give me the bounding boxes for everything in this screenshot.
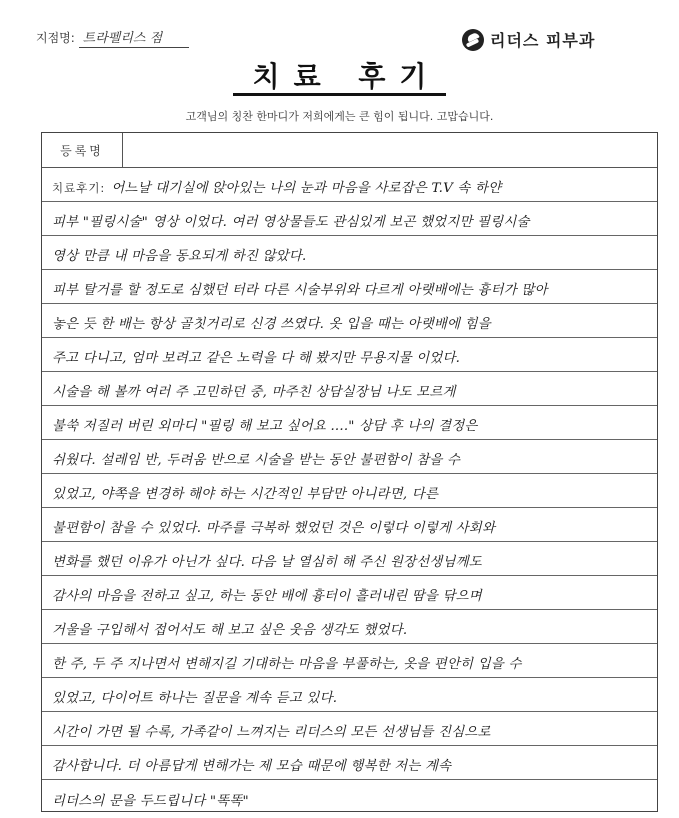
review-line — [42, 644, 657, 678]
brand-logo — [462, 28, 595, 51]
review-line-text: 한 주, 두 주 지나면서 변해지길 기대하는 마음을 부풀하는, 옷을 편안히 입을 수 — [52, 657, 522, 672]
review-line-text: 시간이 가면 될 수록, 가족같이 느껴지는 리더스의 모든 선생님들 진심으로 — [52, 725, 491, 740]
review-label: 치료후기: — [52, 181, 106, 195]
review-line — [42, 474, 657, 508]
review-line-text: 감사합니다. 더 아름답게 변해가는 제 모습 때문에 행복한 저는 계속 — [52, 759, 452, 774]
page-title: 치료 후기 — [233, 60, 447, 96]
subtitle: 고객님의 칭찬 한마디가 저희에게는 큰 힘이 됩니다. 고맙습니다. — [185, 110, 494, 123]
review-line — [42, 338, 657, 372]
review-line-text: 있었고, 야쪽을 변경하 해야 하는 시간적인 부담만 아니라면, 다른 — [52, 487, 439, 502]
review-line — [42, 576, 657, 610]
review-line-text: 불쑥 저질러 버린 외마디 "필링 해 보고 싶어요 ...." 상담 후 나의 결정은 — [52, 419, 478, 434]
review-line — [42, 712, 657, 746]
review-line-text: 거울을 구입해서 접어서도 해 보고 싶은 웃음 생각도 했었다. — [52, 623, 408, 638]
review-line — [42, 508, 657, 542]
review-line — [42, 168, 657, 202]
review-line-text: 피부 탈거를 할 정도로 심했던 터라 다른 시술부위와 다르게 아랫배에는 흉터가 많아 — [52, 283, 548, 298]
review-line-text: 변화를 했던 이유가 아닌가 싶다. 다음 날 열심히 해 주신 원장선생님께도 — [52, 555, 482, 570]
review-line-text: 리더스의 문을 두드립니다 "똑똑" — [52, 794, 249, 809]
review-line-text: 놓은 듯 한 배는 항상 골칫거리로 신경 쓰였다. 옷 입을 때는 아랫배에 힘을 — [52, 317, 491, 332]
review-line-text: 피부 "필링시술" 영상 이었다. 여러 영상물들도 관심있게 보곤 했었지만 필링시술 — [52, 215, 530, 230]
review-line — [42, 304, 657, 338]
review-line-text: 감사의 마음을 전하고 싶고, 하는 동안 배에 흉터이 흘러내린 땀을 닦으며 — [52, 589, 482, 604]
review-line-text: 주고 다니고, 엄마 보려고 같은 노력을 다 해 봤지만 무용지물 이었다. — [52, 351, 461, 366]
review-line — [42, 542, 657, 576]
registrant-value — [123, 133, 657, 167]
review-line — [42, 406, 657, 440]
branch-field — [36, 27, 189, 48]
review-form — [41, 132, 658, 812]
review-line — [42, 678, 657, 712]
review-line — [42, 440, 657, 474]
review-line — [42, 236, 657, 270]
review-line-text: 있었고, 다이어트 하나는 질문을 계속 듣고 있다. — [52, 691, 338, 706]
registrant-row — [42, 133, 657, 168]
review-line-text: 쉬웠다. 설레임 반, 두려움 반으로 시술을 받는 동안 불편함이 참을 수 — [52, 453, 461, 468]
review-line-text: 어느날 대기실에 앉아있는 나의 눈과 마음을 사로잡은 T.V 속 하얀 — [111, 181, 502, 196]
review-line-text: 시술을 해 볼까 여러 주 고민하던 중, 마주친 상담실장님 나도 모르게 — [52, 385, 456, 400]
review-lines — [42, 168, 657, 814]
review-line — [42, 202, 657, 236]
review-line — [42, 780, 657, 814]
review-line — [42, 746, 657, 780]
branch-label: 지점명: — [36, 31, 75, 45]
review-line — [42, 372, 657, 406]
branch-value: 트라펠리스 점 — [79, 27, 189, 48]
review-line — [42, 270, 657, 304]
registrant-label: 등록명 — [42, 133, 123, 167]
page-title-wrap — [0, 55, 679, 95]
review-line-text: 영상 만큼 내 마음을 동요되게 하진 않았다. — [52, 249, 307, 264]
brand-name: 리더스 피부과 — [490, 31, 596, 50]
review-line — [42, 610, 657, 644]
review-line-text: 불편함이 참을 수 있었다. 마주를 극복하 했었던 것은 이렇다 이렇게 사회와 — [52, 521, 496, 536]
leaf-logo-icon — [462, 29, 484, 51]
